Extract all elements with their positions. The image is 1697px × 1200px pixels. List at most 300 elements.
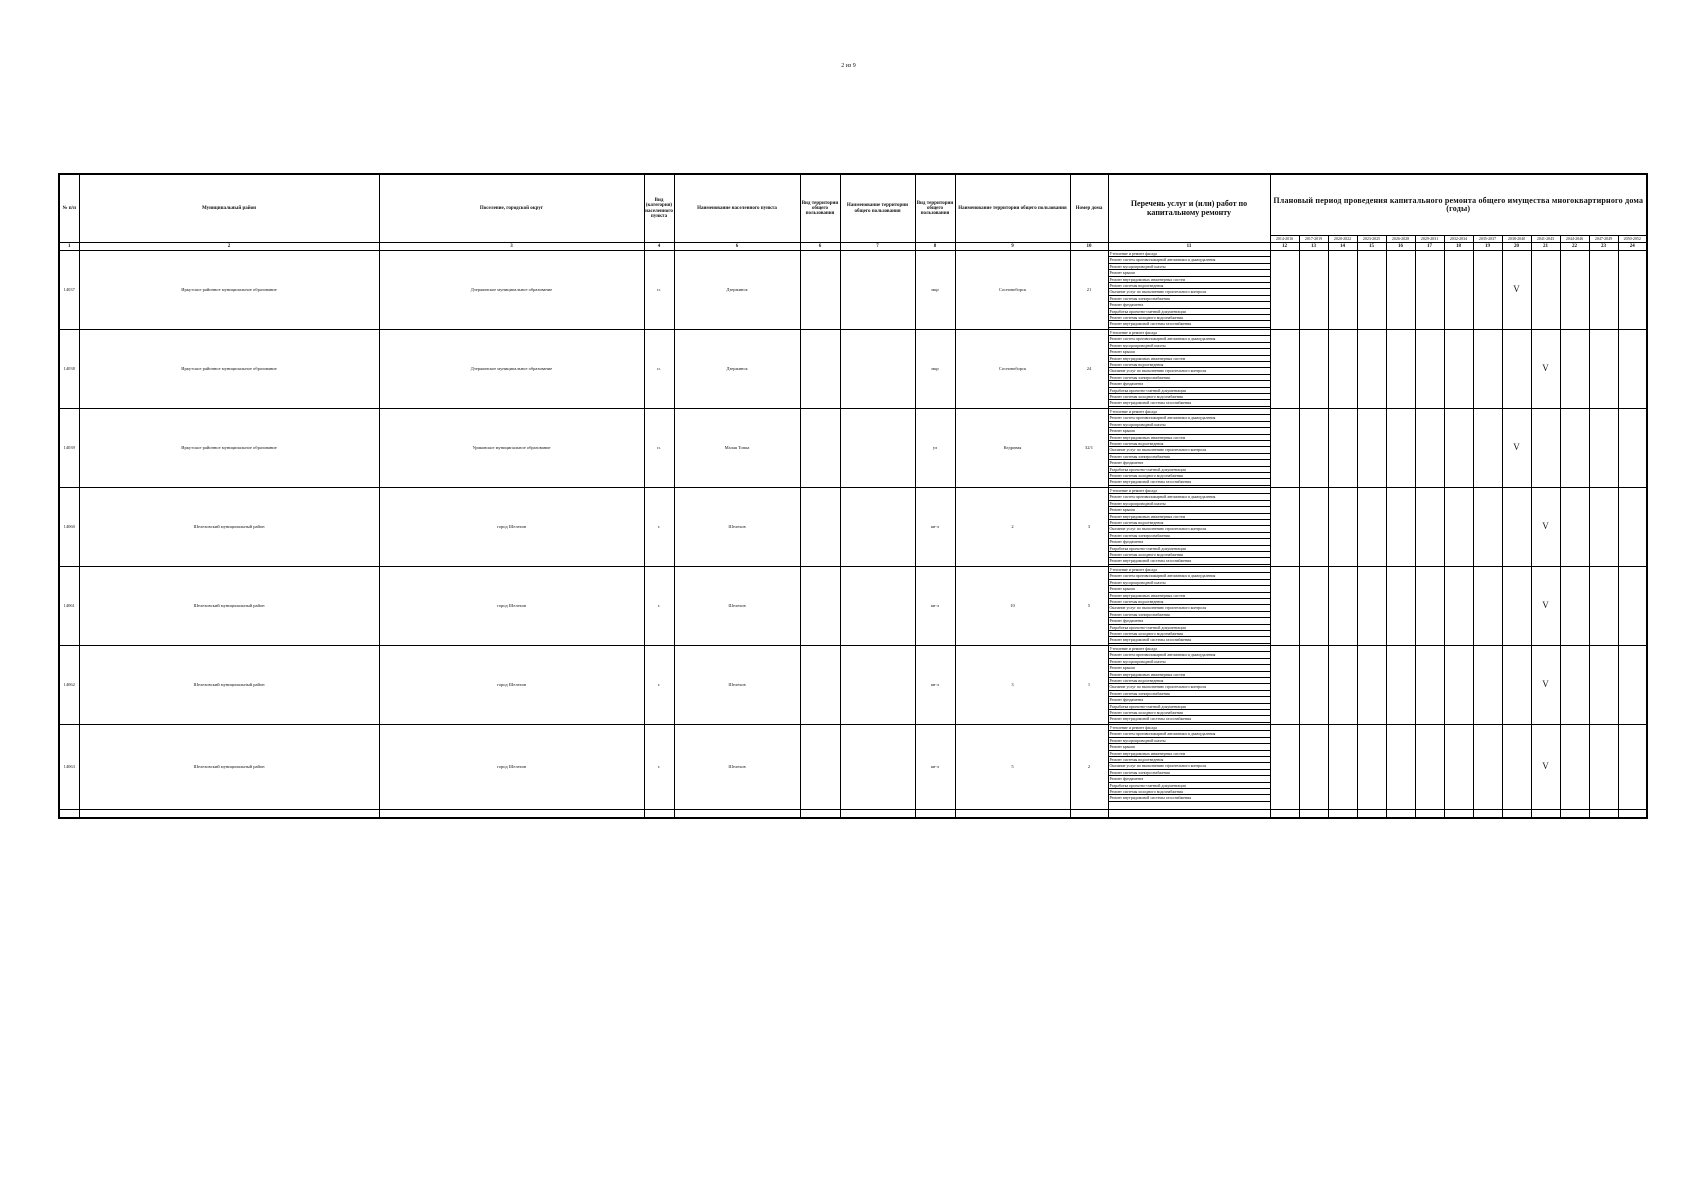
row-house: 1 [1070, 646, 1108, 725]
column-number: 11 [1108, 243, 1270, 251]
work-item: Ремонт крыши [1109, 507, 1270, 513]
work-item: Ремонт мусоропроводной шахты [1109, 264, 1270, 270]
work-item: Разработка проектно-сметной документации [1109, 467, 1270, 473]
period-cell [1270, 251, 1299, 330]
row-settlement-type: п. [644, 251, 674, 330]
row-settlement: город Шелехов [379, 646, 644, 725]
period-header: 2029-2031 [1415, 236, 1444, 243]
period-header: 2017-2019 [1299, 236, 1328, 243]
header-object-name: Наименование территории общего пользования [955, 174, 1070, 243]
column-number: 8 [915, 243, 955, 251]
partial-cell [800, 810, 840, 819]
period-cell [1270, 488, 1299, 567]
work-item: Утепление и ремонт фасада [1109, 409, 1270, 415]
column-number: 14 [1328, 243, 1357, 251]
work-item: Ремонт фундамента [1109, 776, 1270, 782]
row-territory-type [800, 567, 840, 646]
work-item: Разработка проектно-сметной документации [1109, 309, 1270, 315]
row-settlement-type: г. [644, 567, 674, 646]
period-cell [1502, 488, 1531, 567]
row-territory-type [800, 330, 840, 409]
column-number: 7 [840, 243, 915, 251]
partial-cell [1618, 810, 1647, 819]
work-item: Ремонт системы водоотведения [1109, 362, 1270, 368]
row-house: 24 [1070, 330, 1108, 409]
partial-cell [1589, 810, 1618, 819]
period-cell [1357, 646, 1386, 725]
row-num: 14063 [59, 725, 79, 810]
column-number: 10 [1070, 243, 1108, 251]
period-cell [1415, 409, 1444, 488]
row-settlement: город Шелехов [379, 725, 644, 810]
work-item: Ремонт системы электроснабжения [1109, 612, 1270, 618]
row-district: Иркутское районное муниципальное образование [79, 330, 379, 409]
work-item: Ремонт внутридомовых инженерных систем [1109, 435, 1270, 441]
column-number: 6 [674, 243, 800, 251]
partial-cell [1502, 810, 1531, 819]
period-cell [1415, 646, 1444, 725]
work-item: Ремонт мусоропроводной шахты [1109, 659, 1270, 665]
work-item: Ремонт системы водоотведения [1109, 599, 1270, 605]
period-cell [1386, 567, 1415, 646]
period-cell [1444, 646, 1473, 725]
row-territory-name [840, 725, 915, 810]
row-district: Шелеховский муниципальный район [79, 646, 379, 725]
row-territory-type [800, 251, 840, 330]
period-cell [1589, 251, 1618, 330]
period-cell [1270, 567, 1299, 646]
period-cell [1618, 251, 1647, 330]
period-cell [1270, 646, 1299, 725]
header-settlement-type: Вид (категория) населенного пункта [644, 174, 674, 243]
work-item: Оказание услуг по выполнению строительного контроля [1109, 526, 1270, 532]
work-item: Оказание услуг по выполнению строительного контроля [1109, 368, 1270, 374]
work-item: Утепление и ремонт фасада [1109, 567, 1270, 573]
period-cell [1444, 567, 1473, 646]
work-item: Утепление и ремонт фасада [1109, 330, 1270, 336]
period-cell [1473, 646, 1502, 725]
work-item: Ремонт внутридомовой системы газоснабжения [1109, 558, 1270, 564]
column-number: 15 [1357, 243, 1386, 251]
row-house: 5 [1070, 567, 1108, 646]
work-item: Ремонт системы холодного водоснабжения [1109, 552, 1270, 558]
row-territory-name [840, 409, 915, 488]
work-item: Утепление и ремонт фасада [1109, 251, 1270, 257]
period-cell [1444, 725, 1473, 810]
work-item: Ремонт внутридомовой системы газоснабжения [1109, 795, 1270, 801]
row-num: 14038 [59, 330, 79, 409]
period-cell [1618, 330, 1647, 409]
work-item: Ремонт системы холодного водоснабжения [1109, 631, 1270, 637]
work-item: Ремонт мусоропроводной шахты [1109, 343, 1270, 349]
work-item: Утепление и ремонт фасада [1109, 488, 1270, 494]
work-item: Ремонт фундамента [1109, 618, 1270, 624]
work-item: Ремонт внутридомовой системы газоснабжения [1109, 400, 1270, 406]
period-cell [1444, 330, 1473, 409]
work-item: Ремонт системы холодного водоснабжения [1109, 473, 1270, 479]
period-cell [1299, 488, 1328, 567]
period-cell: V [1531, 646, 1560, 725]
partial-cell [840, 810, 915, 819]
work-item: Ремонт внутридомовых инженерных систем [1109, 751, 1270, 757]
row-settlement-type: г. [644, 646, 674, 725]
row-territory-name [840, 646, 915, 725]
row-street: Кедровая [955, 409, 1070, 488]
row-street: 2 [955, 488, 1070, 567]
period-cell [1589, 646, 1618, 725]
row-house: 3 [1070, 488, 1108, 567]
table-row [59, 725, 1647, 810]
period-cell [1531, 251, 1560, 330]
table-row [59, 409, 1647, 488]
work-item: Ремонт внутридомовых инженерных систем [1109, 672, 1270, 678]
period-cell [1618, 567, 1647, 646]
work-item: Ремонт мусоропроводной шахты [1109, 580, 1270, 586]
header-territory-type: Вид территории общего пользования [800, 174, 840, 243]
column-number: 23 [1589, 243, 1618, 251]
work-item: Ремонт системы водоотведения [1109, 678, 1270, 684]
row-locality: Шелехов [674, 725, 800, 810]
work-item: Ремонт мусоропроводной шахты [1109, 501, 1270, 507]
period-cell [1299, 567, 1328, 646]
row-street-type: кв-л [915, 567, 955, 646]
partial-cell [1444, 810, 1473, 819]
partial-cell [1108, 810, 1270, 819]
period-cell [1502, 646, 1531, 725]
header-works: Перечень услуг и (или) работ по капитальному ремонту [1108, 174, 1270, 243]
work-item: Оказание услуг по выполнению строительного контроля [1109, 684, 1270, 690]
work-item: Ремонт крыши [1109, 349, 1270, 355]
period-cell [1328, 330, 1357, 409]
work-item: Разработка проектно-сметной документации [1109, 388, 1270, 394]
partial-cell [1328, 810, 1357, 819]
period-cell [1270, 725, 1299, 810]
period-cell [1560, 725, 1589, 810]
table-row [59, 567, 1647, 646]
row-works-list [1108, 725, 1270, 810]
period-cell [1473, 251, 1502, 330]
partial-cell [1531, 810, 1560, 819]
row-street: Сосновоборск [955, 251, 1070, 330]
work-item: Ремонт внутридомовой системы газоснабжения [1109, 637, 1270, 643]
row-works-list [1108, 409, 1270, 488]
column-number: 3 [379, 243, 644, 251]
period-header: 2014-2016 [1270, 236, 1299, 243]
work-item: Ремонт систем противопожарной автоматики и дымоудаления [1109, 336, 1270, 342]
period-cell [1386, 251, 1415, 330]
work-item: Утепление и ремонт фасада [1109, 725, 1270, 731]
row-street-type: кв-л [915, 488, 955, 567]
row-locality: Шелехов [674, 646, 800, 725]
row-locality: Шелехов [674, 488, 800, 567]
partial-cell [1299, 810, 1328, 819]
period-cell: V [1531, 725, 1560, 810]
partial-cell [79, 810, 379, 819]
row-works-list [1108, 488, 1270, 567]
row-num: 14039 [59, 409, 79, 488]
column-number: 21 [1531, 243, 1560, 251]
period-cell: V [1502, 409, 1531, 488]
period-header: 2050-2052 [1618, 236, 1647, 243]
row-district: Шелеховский муниципальный район [79, 567, 379, 646]
period-cell: V [1531, 488, 1560, 567]
column-number: 24 [1618, 243, 1647, 251]
row-num: 14061 [59, 567, 79, 646]
work-item: Разработка проектно-сметной документации [1109, 546, 1270, 552]
work-item: Ремонт внутридомовых инженерных систем [1109, 277, 1270, 283]
work-item: Ремонт системы водоотведения [1109, 520, 1270, 526]
column-number: 2 [79, 243, 379, 251]
work-item: Оказание услуг по выполнению строительного контроля [1109, 605, 1270, 611]
partial-cell [1386, 810, 1415, 819]
header-locality: Наименование населенного пункта [674, 174, 800, 243]
column-number-row [59, 243, 1647, 251]
period-cell [1357, 567, 1386, 646]
table-row [59, 251, 1647, 330]
work-item: Ремонт внутридомовой системы газоснабжения [1109, 479, 1270, 485]
partial-cell [59, 810, 79, 819]
period-cell [1386, 725, 1415, 810]
work-item: Ремонт системы холодного водоснабжения [1109, 315, 1270, 321]
work-item: Ремонт системы электроснабжения [1109, 454, 1270, 460]
column-number: 1 [59, 243, 79, 251]
work-item: Ремонт систем противопожарной автоматики и дымоудаления [1109, 573, 1270, 579]
period-cell [1473, 409, 1502, 488]
work-item: Ремонт системы электроснабжения [1109, 691, 1270, 697]
period-cell [1618, 488, 1647, 567]
work-item: Ремонт системы холодного водоснабжения [1109, 710, 1270, 716]
period-cell [1502, 567, 1531, 646]
work-item: Оказание услуг по выполнению строительного контроля [1109, 763, 1270, 769]
period-cell [1473, 567, 1502, 646]
column-number: 20 [1502, 243, 1531, 251]
work-item: Утепление и ремонт фасада [1109, 646, 1270, 652]
row-street: 5 [955, 725, 1070, 810]
period-cell [1328, 646, 1357, 725]
period-cell [1415, 725, 1444, 810]
row-settlement: Дзержинское муниципальное образование [379, 330, 644, 409]
row-works-list [1108, 646, 1270, 725]
period-cell [1328, 725, 1357, 810]
work-item: Ремонт крыши [1109, 744, 1270, 750]
row-street-type: кв-л [915, 725, 955, 810]
period-cell [1589, 567, 1618, 646]
period-header: 2023-2025 [1357, 236, 1386, 243]
period-cell [1299, 646, 1328, 725]
period-cell: V [1531, 330, 1560, 409]
row-street-type: мкр [915, 251, 955, 330]
work-item: Ремонт фундамента [1109, 539, 1270, 545]
table-row-partial [59, 810, 1647, 819]
row-settlement: Уриковское муниципальное образование [379, 409, 644, 488]
row-territory-type [800, 488, 840, 567]
period-cell [1560, 409, 1589, 488]
row-street: 3 [955, 646, 1070, 725]
partial-cell [1473, 810, 1502, 819]
partial-cell [1270, 810, 1299, 819]
period-header: 2032-2034 [1444, 236, 1473, 243]
work-item: Ремонт системы электроснабжения [1109, 375, 1270, 381]
period-cell [1357, 488, 1386, 567]
period-cell [1444, 488, 1473, 567]
row-locality: Малая Топка [674, 409, 800, 488]
column-number: 22 [1560, 243, 1589, 251]
work-item: Ремонт крыши [1109, 270, 1270, 276]
row-district: Иркутское районное муниципальное образование [79, 409, 379, 488]
row-settlement-type: г. [644, 725, 674, 810]
partial-cell [644, 810, 674, 819]
partial-cell [1070, 810, 1108, 819]
row-settlement-type: п. [644, 330, 674, 409]
capital-repair-table [58, 173, 1648, 819]
partial-cell [674, 810, 800, 819]
period-cell [1618, 409, 1647, 488]
period-cell [1328, 251, 1357, 330]
table-row [59, 488, 1647, 567]
row-district: Иркутское районное муниципальное образование [79, 251, 379, 330]
period-header: 2041-2043 [1531, 236, 1560, 243]
period-header: 2047-2049 [1589, 236, 1618, 243]
row-territory-name [840, 488, 915, 567]
period-cell [1560, 330, 1589, 409]
row-locality: Шелехов [674, 567, 800, 646]
period-cell [1473, 725, 1502, 810]
period-cell [1531, 409, 1560, 488]
work-item: Ремонт системы холодного водоснабжения [1109, 789, 1270, 795]
work-item: Ремонт системы холодного водоснабжения [1109, 394, 1270, 400]
work-item: Ремонт систем противопожарной автоматики и дымоудаления [1109, 257, 1270, 263]
column-number: 18 [1444, 243, 1473, 251]
period-cell [1415, 488, 1444, 567]
header-house-no: Номер дома [1070, 174, 1108, 243]
work-item: Ремонт фундамента [1109, 302, 1270, 308]
period-cell [1328, 409, 1357, 488]
work-item: Ремонт фундамента [1109, 381, 1270, 387]
period-header: 2044-2046 [1560, 236, 1589, 243]
period-cell [1473, 330, 1502, 409]
period-cell [1589, 330, 1618, 409]
period-cell [1560, 251, 1589, 330]
row-territory-name [840, 567, 915, 646]
column-number: 17 [1415, 243, 1444, 251]
row-district: Шелеховский муниципальный район [79, 488, 379, 567]
page-number: 2 из 9 [841, 63, 856, 69]
period-header: 2020-2022 [1328, 236, 1357, 243]
row-house: 2 [1070, 725, 1108, 810]
column-number: 16 [1386, 243, 1415, 251]
row-territory-type [800, 409, 840, 488]
period-cell [1299, 409, 1328, 488]
period-cell [1299, 251, 1328, 330]
work-item: Ремонт системы электроснабжения [1109, 770, 1270, 776]
work-item: Ремонт внутридомовых инженерных систем [1109, 356, 1270, 362]
work-item: Ремонт системы водоотведения [1109, 283, 1270, 289]
period-cell [1386, 488, 1415, 567]
period-cell [1357, 330, 1386, 409]
partial-cell [1415, 810, 1444, 819]
period-header: 2026-2028 [1386, 236, 1415, 243]
header-plan: Плановый период проведения капитального ремонта общего имущества многоквартирного дома (годы) [1270, 174, 1647, 236]
period-cell [1444, 251, 1473, 330]
work-item: Ремонт крыши [1109, 665, 1270, 671]
column-number: 6 [800, 243, 840, 251]
partial-cell [915, 810, 955, 819]
header-object-type: Вид территории общего пользования [915, 174, 955, 243]
period-cell [1502, 725, 1531, 810]
period-cell [1415, 251, 1444, 330]
work-item: Разработка проектно-сметной документации [1109, 783, 1270, 789]
work-item: Ремонт системы водоотведения [1109, 757, 1270, 763]
period-cell [1473, 488, 1502, 567]
row-locality: Дзержинск [674, 251, 800, 330]
table-row [59, 330, 1647, 409]
row-territory-type [800, 725, 840, 810]
work-item: Оказание услуг по выполнению строительного контроля [1109, 447, 1270, 453]
header-settlement: Поселение, городской округ [379, 174, 644, 243]
row-num: 14060 [59, 488, 79, 567]
period-cell: V [1531, 567, 1560, 646]
row-locality: Дзержинск [674, 330, 800, 409]
row-settlement: город Шелехов [379, 567, 644, 646]
row-works-list [1108, 251, 1270, 330]
work-item: Ремонт фундамента [1109, 697, 1270, 703]
period-cell [1560, 646, 1589, 725]
column-number: 13 [1299, 243, 1328, 251]
work-item: Ремонт фундамента [1109, 460, 1270, 466]
work-item: Оказание услуг по выполнению строительного контроля [1109, 289, 1270, 295]
period-cell [1386, 646, 1415, 725]
row-street: 10 [955, 567, 1070, 646]
work-item: Ремонт системы водоотведения [1109, 441, 1270, 447]
period-cell [1386, 409, 1415, 488]
partial-cell [1357, 810, 1386, 819]
period-cell [1415, 330, 1444, 409]
column-number: 4 [644, 243, 674, 251]
row-street-type: мкр [915, 330, 955, 409]
period-cell [1444, 409, 1473, 488]
work-item: Ремонт крыши [1109, 586, 1270, 592]
row-territory-type [800, 646, 840, 725]
work-item: Ремонт систем противопожарной автоматики и дымоудаления [1109, 731, 1270, 737]
period-cell [1357, 725, 1386, 810]
row-settlement: Дзержинское муниципальное образование [379, 251, 644, 330]
work-item: Ремонт систем противопожарной автоматики и дымоудаления [1109, 652, 1270, 658]
work-item: Разработка проектно-сметной документации [1109, 625, 1270, 631]
period-cell [1618, 646, 1647, 725]
period-cell [1299, 330, 1328, 409]
period-cell [1270, 409, 1299, 488]
period-cell [1618, 725, 1647, 810]
header-territory-name: Наименование территории общего пользования [840, 174, 915, 243]
row-street: Сосновоборск [955, 330, 1070, 409]
row-territory-name [840, 251, 915, 330]
period-cell [1270, 330, 1299, 409]
row-settlement-type: п. [644, 409, 674, 488]
period-cell [1299, 725, 1328, 810]
work-item: Ремонт систем противопожарной автоматики и дымоудаления [1109, 494, 1270, 500]
row-works-list [1108, 567, 1270, 646]
period-cell [1328, 567, 1357, 646]
period-cell [1560, 488, 1589, 567]
work-item: Ремонт мусоропроводной шахты [1109, 738, 1270, 744]
period-cell [1328, 488, 1357, 567]
row-district: Шелеховский муниципальный район [79, 725, 379, 810]
header-num: № п/п [59, 174, 79, 243]
row-street-type: ул [915, 409, 955, 488]
period-cell [1560, 567, 1589, 646]
partial-cell [379, 810, 644, 819]
row-house: 21 [1070, 251, 1108, 330]
